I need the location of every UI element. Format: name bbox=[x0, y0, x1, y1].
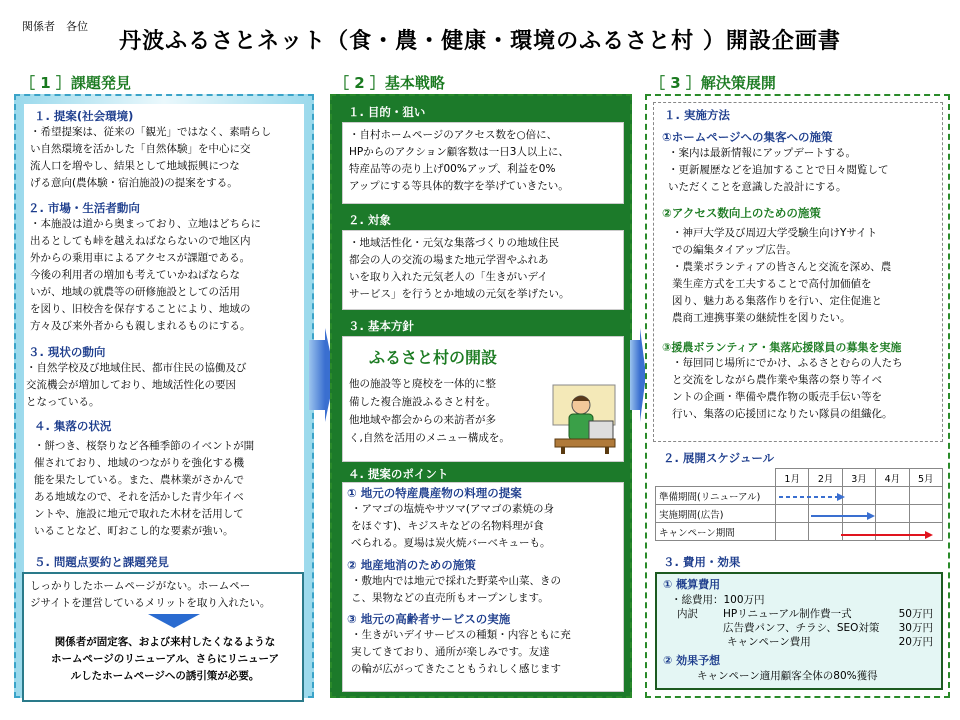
q3-heading: ３. 費用・効果 bbox=[663, 555, 741, 569]
p1-body: ・自村ホームページのアクセス数を○倍に、 HPからのアクション顧客数は一日3人以上に、 特産品等の売り上げ00%アップ、利益を0% アップにする等具体的数字を挙げていきたい。 bbox=[349, 129, 569, 192]
p4-1-body: ・アマゴの塩焼やサツマ(アマゴの素焼の身 をほぐす)、キジスキなどの名物料理が食 べられる。夏場は炭火焼バーベキューも。 bbox=[351, 503, 554, 549]
p4-heading: ４. 提案のポイント bbox=[348, 467, 449, 481]
schedule-header-row bbox=[656, 469, 943, 487]
p3-heading: ３. 基本方針 bbox=[348, 319, 414, 333]
s2-heading: ２. 市場・生活者動向 bbox=[28, 201, 140, 215]
p4-1-heading: ① 地元の特産農産物の料理の提案 bbox=[347, 486, 522, 500]
ad-arrow-icon bbox=[867, 512, 875, 520]
problem-note: しっかりしたホームページがない。ホームペー ジサイトを運営しているメリットを取り入れたい。 bbox=[30, 580, 271, 609]
cost-heading: ① 概算費用 bbox=[663, 578, 721, 591]
cost-breakdown-label: 内訳 bbox=[677, 608, 698, 620]
cost-item-name: HPリニューアル制作費一式 bbox=[723, 608, 852, 620]
addressee: 関係者 各位 bbox=[22, 20, 88, 33]
schedule-row-label: キャンペーン期間 bbox=[656, 523, 776, 541]
problem-conclusion: 関係者が固定客、および来村したくなるような ホームページのリニューアル、さらにリニューア ルしたホームページへの誘引策が必要。 bbox=[50, 636, 280, 682]
s5-heading: ５. 問題点要約と課題発見 bbox=[34, 555, 169, 569]
cost-item-name: 広告費パンフ、チラシ、SEO対策 bbox=[723, 622, 880, 634]
p1-heading: １. 目的・狙い bbox=[348, 105, 426, 119]
month-cell: 1月 bbox=[776, 469, 809, 487]
col2-panel bbox=[330, 94, 632, 698]
s2-body: ・本施設は道から奥まっており、立地はどちらに 出るとしても峠を越えねばならないので地区内 外からの乗用車によるアクセスが課題である。 今後の利用者の増加も考えていかねばならな いが、地域の就農等の研修施設としての活用 を図り、旧校舎を保存することにより、地域の 方々及び来外者からも親しまれるものにする。 bbox=[30, 218, 261, 332]
cost-item-row bbox=[727, 634, 933, 649]
q1-box bbox=[653, 102, 943, 442]
col3-heading: ［ 3 ］解決策展開 bbox=[650, 74, 776, 92]
p2-body: ・地域活性化・元気な集落づくりの地域住民 都会の人の交流の場また地元学習やふれあ いを取り入れた元気老人の「生きがいデイ サービス」を行うとか地域の元気を挙げたい。 bbox=[349, 237, 570, 300]
prep-arrow-icon bbox=[837, 493, 845, 501]
s1-body: ・希望提案は、従来の「観光」ではなく、素晴らし い自然環境を活かした「自然体験」を中心に交 流人口を増やし、結果として地域振興につな げる意向(農体験・宿泊施設)の提案をする。 bbox=[30, 126, 272, 189]
p4-2-heading: ② 地産地消のための施策 bbox=[347, 558, 476, 572]
q1-1-body: ・案内は最新情報にアップデートする。 ・更新履歴などを追加することで日々閲覧して いただくことを意識した設計にする。 bbox=[668, 147, 889, 193]
col3-panel bbox=[645, 94, 950, 698]
col2-heading: ［ 2 ］基本戦略 bbox=[334, 74, 445, 92]
schedule-bars bbox=[775, 488, 945, 548]
down-arrow-icon bbox=[148, 614, 200, 628]
p3-box bbox=[342, 336, 624, 462]
cost-box bbox=[655, 572, 943, 690]
p3-body: 他の施設等と廃校を一体的に整 備した複合施設ふるさと村を。 他地域や都会からの来訪者が多 く,自然を活用のメニュー構成を。 bbox=[349, 378, 510, 444]
s4-body: ・餅つき、桜祭りなど各種季節のイベントが開 催されており、地域のつながりを強化する機 能を果たしている。また、農林業がさかんで ある地域なので、それを活かした青少年イベ ントや、施設に地元で取れた木材を活用して いることなど、町おこし的な要素が強い。 bbox=[34, 440, 255, 537]
month-cell: 2月 bbox=[809, 469, 842, 487]
cost-item-amount: 30万円 bbox=[898, 622, 933, 634]
schedule-corner bbox=[656, 469, 776, 487]
p4-3-body: ・生きがいデイサービスの種類・内容ともに充 実してきており、通所が楽しみです。友達 の輪が広がってきたこともうれしく感じます bbox=[351, 629, 571, 675]
effect-body: キャンペーン適用顧客全体の80%獲得 bbox=[697, 670, 878, 682]
s3-heading: ３. 現状の動向 bbox=[28, 345, 106, 359]
cost-item-name: キャンペーン費用 bbox=[727, 636, 811, 648]
q1-1-heading: ①ホームページへの集客への施策 bbox=[662, 130, 833, 144]
p1-box bbox=[342, 122, 624, 204]
s1-heading: １. 提案(社会環境) bbox=[34, 109, 134, 123]
problem-box bbox=[22, 572, 304, 702]
col1-panel bbox=[14, 94, 314, 698]
right-arrow-icon-2 bbox=[630, 340, 640, 410]
person-at-computer-illustration bbox=[551, 383, 617, 455]
q1-3-heading: ③援農ボランティア・集落応援隊員の募集を実施 bbox=[662, 341, 902, 354]
cost-item-row bbox=[723, 606, 933, 621]
month-cell: 5月 bbox=[909, 469, 942, 487]
p4-3-heading: ③ 地元の高齢者サービスの実施 bbox=[347, 612, 511, 626]
right-arrow-icon bbox=[309, 340, 325, 410]
q1-2-body: ・神戸大学及び周辺大学受験生向けYサイト での編集タイアップ広告。 ・農業ボランティアの皆さんと交流を深め、農 業生産方式を工夫することで高付加価値を 図り、魅力ある集落作りを行い、定住促進と 農商工連携事業の継続性を図りたい。 bbox=[672, 227, 892, 324]
cost-item-amount: 20万円 bbox=[898, 636, 933, 648]
cost-item-amount: 50万円 bbox=[898, 608, 933, 620]
p3-title: ふるさと村の開設 bbox=[369, 348, 498, 367]
s3-body: ・自然学校及び地域住民、都市住民の協働及び 交流機会が増加しており、地域活性化の要因 となっている。 bbox=[26, 362, 247, 408]
q1-heading: １. 実施方法 bbox=[664, 108, 730, 122]
cost-item-row bbox=[723, 620, 933, 635]
effect-heading: ② 効果予想 bbox=[663, 654, 721, 667]
page-title: 丹波ふるさとネット（食・農・健康・環境のふるさと村 ）開設企画書 bbox=[119, 29, 841, 54]
month-cell: 3月 bbox=[842, 469, 875, 487]
p4-box bbox=[342, 482, 624, 692]
p4-2-body: ・敷地内では地元で採れた野菜や山菜、きの こ、果物などの直売所もオープンします。 bbox=[351, 575, 561, 604]
q2-heading: ２. 展開スケジュール bbox=[663, 451, 775, 465]
campaign-arrow-icon bbox=[925, 531, 933, 539]
col1-heading: ［ 1 ］課題発見 bbox=[20, 74, 131, 92]
p2-box bbox=[342, 230, 624, 310]
q1-2-heading: ②アクセス数向上のための施策 bbox=[662, 206, 821, 220]
s4-heading: ４. 集落の状況 bbox=[34, 419, 112, 433]
schedule-row-label: 準備期間(リニューアル) bbox=[656, 487, 776, 505]
month-cell: 4月 bbox=[876, 469, 909, 487]
cost-total: ・総費用：100万円 bbox=[671, 594, 765, 606]
q1-3-body: ・毎回同じ場所にでかけ、ふるさとむらの人たち と交流をしながら農作業や集落の祭り等イベ ントの企画・準備や農作物の販売手伝い等を 行い、集落の応援団になりたい隊員の組織化。 bbox=[672, 357, 903, 420]
schedule-row-label: 実施期間(広告) bbox=[656, 505, 776, 523]
p2-heading: ２. 対象 bbox=[348, 213, 391, 227]
